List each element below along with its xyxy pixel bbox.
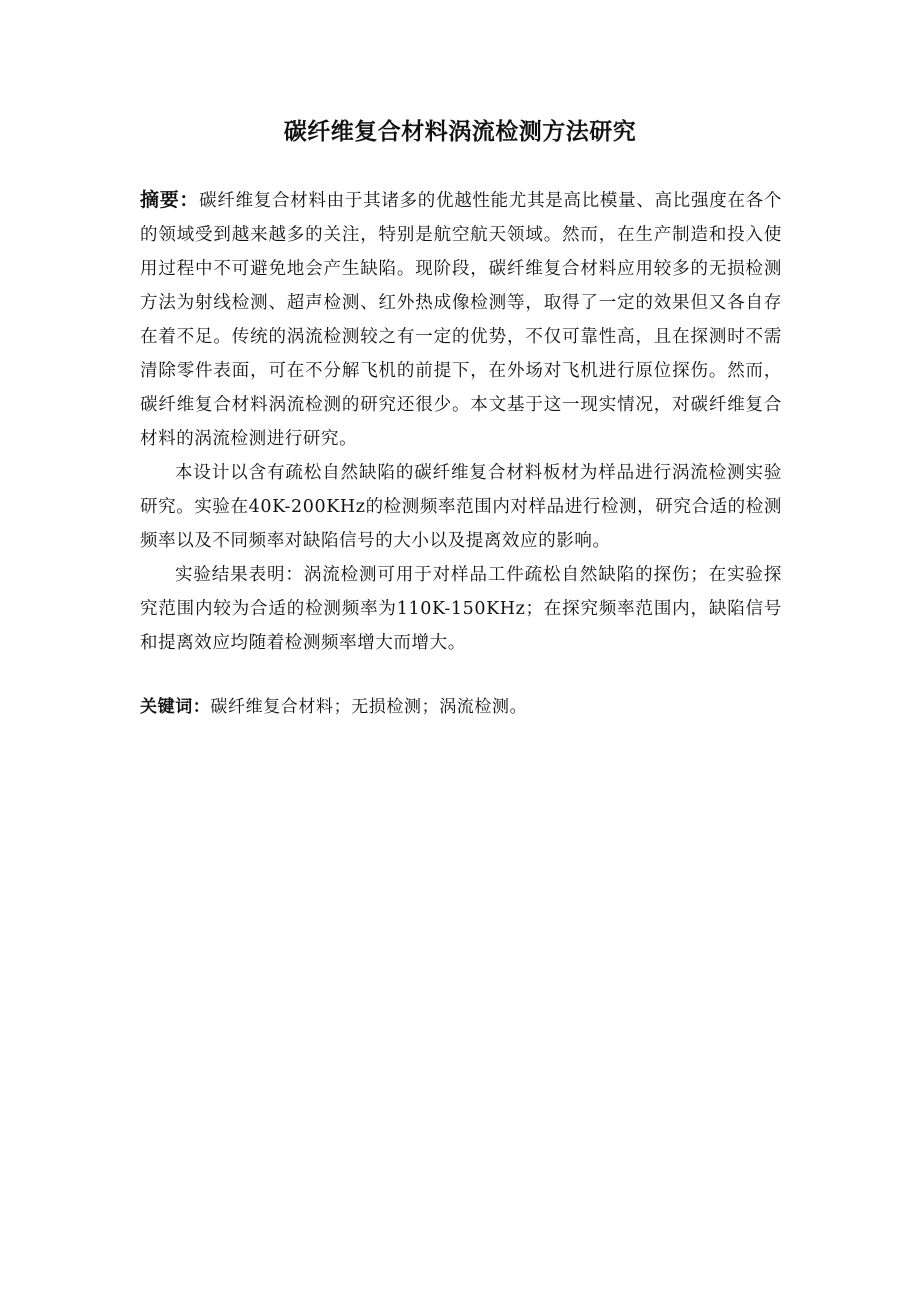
abstract-paragraph-3: 实验结果表明：涡流检测可用于对样品工件疏松自然缺陷的探伤；在实验探究范围内较为合适的检测频率为110K-150KHz；在探究频率范围内，缺陷信号和提离效应均随着检测频率增大而增大。	[140, 565, 782, 653]
keywords-text: 碳纤维复合材料；无损检测；涡流检测。	[210, 697, 528, 717]
page-title: 碳纤维复合材料涡流检测方法研究	[283, 119, 637, 145]
abstract-paragraph-2: 本设计以含有疏松自然缺陷的碳纤维复合材料板材为样品进行涡流检测实验研究。实验在40K-200KHz的检测频率范围内对样品进行检测，研究合适的检测频率以及不同频率对缺陷信号的大小以及提离效应的影响。	[140, 463, 782, 551]
keywords-line	[140, 690, 782, 724]
keywords-label: 关键词：	[140, 697, 211, 717]
abstract-paragraph-1-text: 碳纤维复合材料由于其诸多的优越性能尤其是高比模量、高比强度在各个的领域受到越来越多的关注，特别是航空航天领域。然而，在生产制造和投入使用过程中不可避免地会产生缺陷。现阶段，碳纤维复合材料应用较多的无损检测方法为射线检测、超声检测、红外热成像检测等，取得了一定的效果但又各自存在着不足。传统的涡流检测较之有一定的优势，不仅可靠性高，且在探测时不需清除零件表面，可在不分解飞机的前提下，在外场对飞机进行原位探伤。然而，碳纤维复合材料涡流检测的研究还很少。本文基于这一现实情况，对碳纤维复合材料的涡流检测进行研究。	[140, 191, 782, 449]
abstract-paragraph-1	[140, 183, 782, 456]
abstract-label: 摘要：	[140, 189, 200, 211]
abstract-section	[140, 183, 782, 660]
